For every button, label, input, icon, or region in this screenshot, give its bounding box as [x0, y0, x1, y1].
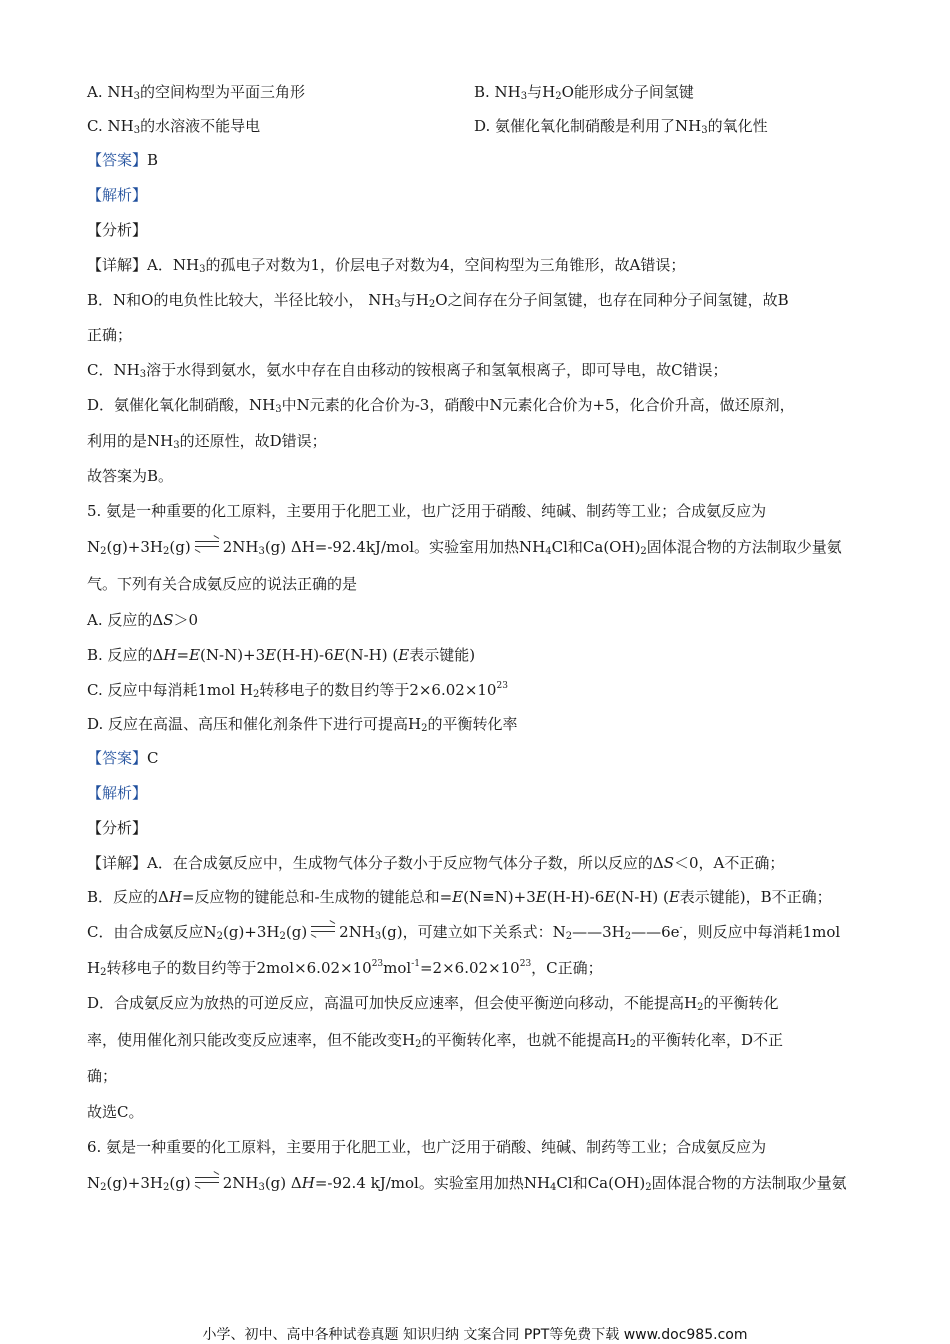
- detail-b: B．N和O的电负性比较大，半径比较小， $NH_3$与$H_2O$之间存在分子间氢键，也存在同种分子间氢键，故B: [87, 291, 789, 310]
- detail-b-cont: 正确；: [87, 326, 133, 344]
- q5-option-d: D. 反应在高温、高压和催化剂条件下进行可提高$H_2$的平衡转化率: [87, 715, 518, 734]
- q5-detail-d-end: 确；: [87, 1067, 118, 1085]
- detail-a: 【详解】A．$NH_3$的孤电子对数为1，价层电子对数为4，空间构型为三角锥形，故A错误；: [87, 256, 686, 275]
- footer: 小学、初中、高中各种试卷真题 知识归纳 文案合同 PPT等免费下载 www.doc985.com: [202, 1327, 748, 1343]
- reversible-arrow-icon: [193, 539, 221, 551]
- conclusion: 故答案为B。: [87, 467, 174, 485]
- analysis-tag: 【解析】: [87, 186, 148, 204]
- q5-stem: 5. 氨是一种重要的化工原料，主要用于化肥工业，也广泛用于硝酸、纯碱、制药等工业；合成氨反应为: [87, 502, 767, 520]
- q5-detail-d: D．合成氨反应为放热的可逆反应，高温可加快反应速率，但会使平衡逆向移动，不能提高$H_2$的平衡转化: [87, 994, 779, 1013]
- option-b: B. $NH_3$与$H_2O$能形成分子间氢键: [474, 83, 694, 102]
- detail-d-cont: 利用的是$NH_3$的还原性，故D错误；: [87, 432, 327, 451]
- answer-value: B: [147, 151, 159, 169]
- reversible-arrow-icon: [309, 924, 337, 936]
- q5-option-b: B. 反应的ΔH=E(N-N)+3E(H-H)-6E(N-H) (E表示键能): [87, 646, 476, 664]
- q5-conclusion: 故选C。: [87, 1103, 144, 1121]
- answer-tag: 【答案】: [87, 749, 148, 767]
- q5-answer-line: [87, 748, 159, 768]
- answer-value: C: [147, 749, 159, 767]
- q5-option-a: A. 反应的ΔS＞0: [87, 611, 199, 629]
- q5-detail-a: 【详解】A．在合成氨反应中，生成物气体分子数小于反应物气体分子数，所以反应的ΔS＜0，A不正确；: [87, 854, 785, 872]
- option-c: C. $NH_3$的水溶液不能导电: [87, 117, 261, 136]
- fenxi-tag: 【分析】: [87, 221, 148, 239]
- reversible-arrow-icon: [193, 1175, 221, 1187]
- option-a: A. $NH_3$的空间构型为平面三角形: [87, 83, 305, 102]
- q5-detail-b: B．反应的ΔH=反应物的键能总和-生成物的键能总和=E(N≡N)+3E(H-H)-6E(N-H) (E表示键能)，B不正确；: [87, 888, 832, 906]
- q5-stem-end: 气。下列有关合成氨反应的说法正确的是: [87, 575, 358, 593]
- q6-stem-equation: $N_2(g)+3H_2(g)$ $2NH_3(g)$ ΔH=-92.4 kJ/mol。实验室用加热$NH_4Cl$和$Ca(OH)_2$固体混合物的方法制取少量氨: [87, 1173, 847, 1193]
- detail-c: C．$NH_3$溶于水得到氨水，氨水中存在自由移动的铵根离子和氢氧根离子，即可导电，故C错误；: [87, 361, 728, 380]
- q6-stem: 6. 氨是一种重要的化工原料，主要用于化肥工业，也广泛用于硝酸、纯碱、制药等工业；合成氨反应为: [87, 1138, 767, 1156]
- answer-tag: 【答案】: [87, 151, 148, 169]
- detail-d: D．氨催化氧化制硝酸，$NH_3$中N元素的化合价为-3，硝酸中N元素化合价为+5，化合价升高，做还原剂，: [87, 396, 795, 415]
- q5-detail-c-cont: $H_2$转移电子的数目约等于$2mol\times 6.02\times 10^{23}mol^{-1}=2\times 6.02\times 10^{23}$，C正确；: [87, 959, 603, 978]
- q5-analysis-tag: 【解析】: [87, 784, 148, 802]
- q5-option-c: C. 反应中每消耗1mol $H_2$转移电子的数目约等于$2\times 6.02\times 10^{23}$: [87, 681, 508, 700]
- answer-line: [87, 150, 158, 170]
- q5-detail-c: C．由合成氨反应$N_2(g)+3H_2(g)$ $2NH_3(g)$，可建立如下关系式：$N_2——3H_2——6e^-$，则反应中每消耗1mol: [87, 922, 840, 942]
- q5-detail-d-cont: 率，使用催化剂只能改变反应速率，但不能改变$H_2$的平衡转化率，也就不能提高$H_2$的平衡转化率，D不正: [87, 1031, 783, 1050]
- q5-fenxi-tag: 【分析】: [87, 819, 148, 837]
- option-d: D. 氨催化氧化制硝酸是利用了$NH_3$的氧化性: [474, 117, 768, 136]
- q5-stem-equation: $N_2(g)+3H_2(g)$ $2NH_3(g)$ ΔH=-92.4kJ/mol。实验室用加热$NH_4Cl$和$Ca(OH)_2$固体混合物的方法制取少量氨: [87, 537, 842, 557]
